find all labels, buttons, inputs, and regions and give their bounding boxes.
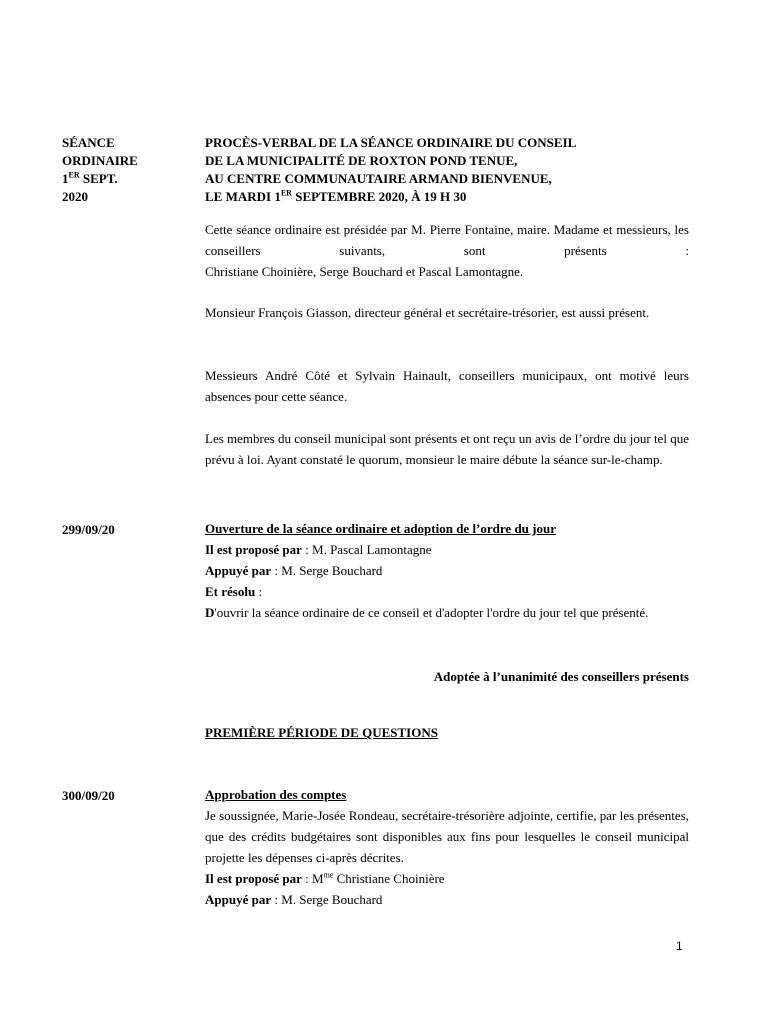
resolution-heading: Ouverture de la séance ordinaire et adoption de l’ordre du jour: [205, 521, 556, 536]
margin-session-heading: [62, 134, 182, 206]
margin-line: ORDINAIRE: [62, 153, 138, 168]
margin-line: 2020: [62, 189, 88, 204]
proposed-by: Il est proposé par : M. Pascal Lamontagne: [205, 542, 432, 557]
margin-line: SÉANCE: [62, 135, 115, 150]
resolution-heading: Approbation des comptes: [205, 787, 347, 802]
resolution-300: [205, 784, 689, 910]
intro-paragraph-absences: Messieurs André Côté et Sylvain Hainault, conseillers municipaux, ont motivé leurs absences pour cette séance.: [205, 368, 689, 404]
proposed-by: Il est proposé par : $M^{me}$ Christiane Choinière: [205, 870, 445, 886]
questions-heading: PREMIÈRE PÉRIODE DE QUESTIONS: [205, 725, 438, 740]
resolution-text: Je soussignée, Marie-Josée Rondeau, secrétaire-trésorière adjointe, certifie, par les présentes, que des crédits budgétaires sont disponibles aux fins pour lesquelles le conseil municipal projette les dépenses ci-après décrites.: [205, 808, 689, 865]
seconded-by: Appuyé par : M. Serge Bouchard: [205, 892, 383, 907]
intro-paragraph-quorum: Les membres du conseil municipal sont présents et ont reçu un avis de l’ordre du jour tel que prévu à loi. Ayant constaté le quorum, monsieur le maire débute la séance sur-le-champ.: [205, 431, 689, 467]
adopted-statement: Adoptée à l’unanimité des conseillers présents: [433, 669, 689, 684]
resolution-number: 299/09/20: [62, 522, 115, 537]
intro-paragraph-director: Monsieur François Giasson, directeur général et secrétaire-trésorier, est aussi présent.: [205, 305, 650, 320]
margin-line: 1ER SEPT.: [62, 170, 118, 186]
document-title: PROCÈS-VERBAL DE LA SÉANCE ORDINAIRE DU CONSEIL DE LA MUNICIPALITÉ DE ROXTON POND TENUE, AU CENTRE COMMUNAUTAIRE ARMAND BIENVENUE, LE MARDI 1ER SEPTEMBRE 2020, À 19 H 30: [205, 135, 577, 204]
seconded-by: Appuyé par : M. Serge Bouchard: [205, 563, 383, 578]
resolution-number: 300/09/20: [62, 788, 115, 803]
intro-paragraph-attendance: Cette séance ordinaire est présidée par M. Pierre Fontaine, maire. Madame et messieurs, les conseillers suivants, sont présents : Christiane Choinière, Serge Bouchard et Pascal Lamontagne.: [205, 222, 689, 279]
resolution-text: D'ouvrir la séance ordinaire de ce conseil et d'adopter l'ordre du jour tel que présenté.: [205, 605, 649, 620]
page-number: 1: [676, 939, 683, 953]
resolved: Et résolu :: [205, 584, 263, 599]
resolution-299: [205, 518, 689, 623]
